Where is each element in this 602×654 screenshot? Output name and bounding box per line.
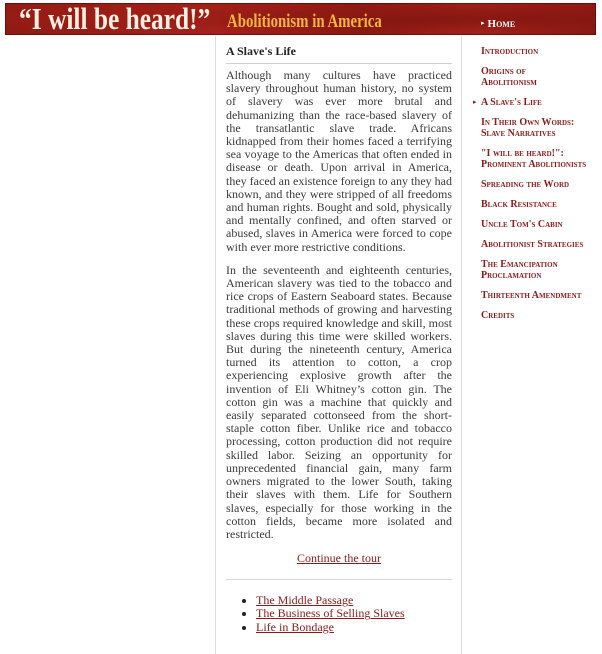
home-link[interactable] [481, 18, 515, 30]
link-business-of-selling-slaves[interactable]: The Business of Selling Slaves [256, 606, 405, 621]
sidebar-item-a-slave-s-life[interactable] [473, 97, 600, 108]
continue-tour-link[interactable]: Continue the tour [297, 551, 381, 566]
sidebar-item-label: In Their Own Words: [481, 117, 575, 128]
sidebar-item-label: Abolitionist Strategies [481, 239, 584, 250]
sidebar-item-credits[interactable] [481, 310, 600, 321]
sidebar-item-i-will-be-heard-prominent-abolitionists[interactable] [481, 148, 600, 170]
sidebar-item-abolitionist-strategies[interactable] [481, 239, 600, 250]
sidebar-item-black-resistance[interactable] [481, 199, 600, 210]
main-content [215, 36, 462, 654]
sidebar-item-label: Thirteenth Amendment [481, 290, 582, 301]
subtopic-list [242, 594, 452, 634]
site-subtitle: Abolitionism in America [227, 11, 382, 32]
sidebar-item-label: Spreading the Word [481, 179, 570, 190]
header-banner [5, 3, 596, 35]
sidebar-item-thirteenth-amendment[interactable] [481, 290, 600, 301]
side-navigation [472, 46, 600, 321]
arrow-right-icon: ▸ [473, 98, 477, 106]
sidebar-item-introduction[interactable] [481, 46, 600, 57]
sidebar-item-label: The Emancipation [481, 259, 558, 270]
paragraph-1: Although many cultures have practiced slavery throughout human history, no system of slavery was ever more brutal and dehumanizing than the race-based slavery of the transatlantic slave trade. Africans kidnapped from their homes faced a terrifying sea voyage to the Americas that often ended in disease or death. Upon arrival in America, they faced an existence foreign to any they had known, and they were stripped of all freedoms and human rights. Bought and sold, physically and mentally confined, and often starved or abused, slaves in America were forced to cope with ever more restrictive conditions. [226, 68, 452, 254]
page-title: A Slave's Life [226, 44, 452, 64]
sidebar-item-label: Proclamation [481, 270, 542, 281]
sidebar-item-label: Prominent Abolitionists [481, 159, 587, 170]
sidebar-item-uncle-tom-s-cabin[interactable] [481, 219, 600, 230]
sidebar-item-label: Origins of [481, 66, 526, 77]
sidebar-item-spreading-the-word[interactable] [481, 179, 600, 190]
link-life-in-bondage[interactable]: Life in Bondage [256, 619, 334, 634]
site-title: “I will be heard!” [19, 3, 211, 35]
home-label: Home [487, 18, 516, 30]
arrow-right-icon: ▸ [481, 19, 485, 27]
list-item [256, 607, 452, 620]
section-divider [226, 579, 452, 580]
sidebar-item-label: A Slave's Life [481, 97, 542, 108]
list-item [256, 594, 452, 607]
sidebar-item-the-emancipation-proclamation[interactable] [481, 259, 600, 281]
paragraph-2: In the seventeenth and eighteenth centuries, American slavery was tied to the tobacco and rice crops of Eastern Seaboard states. Because traditional methods of growing and harvesting these crops required knowledge and skill, most slaves during this time were skilled workers. But during the nineteenth century, America turned its attention to cotton, a crop experiencing explosive growth after the invention of Eli Whitney’s cotton gin. The cotton gin was a machine that quickly and easily separated cottonseed from the short-staple cotton fiber. Unlike rice and tobacco processing, cotton production did not require skilled labor. Seizing an opportunity for unprecedented financial gain, many farm owners migrated to the lower South, taking their slaves with them. Life for Southern slaves, especially for those working in the cotton fields, became more isolated and restricted. [226, 262, 452, 541]
sidebar-item-label: Uncle Tom's Cabin [481, 219, 563, 230]
sidebar-item-origins-of-abolitionism[interactable] [481, 66, 600, 88]
sidebar-item-label: Black Resistance [481, 199, 557, 210]
sidebar-item-label: Slave Narratives [481, 128, 556, 139]
list-item [256, 621, 452, 634]
sidebar-item-label: Introduction [481, 46, 539, 57]
sidebar-item-in-their-own-words-slave-narratives[interactable] [481, 117, 600, 139]
sidebar-item-label: "I will be heard!": [481, 148, 564, 159]
link-middle-passage[interactable]: The Middle Passage [256, 593, 354, 608]
sidebar-item-label: Credits [481, 310, 515, 321]
sidebar-item-label: Abolitionism [481, 77, 537, 88]
